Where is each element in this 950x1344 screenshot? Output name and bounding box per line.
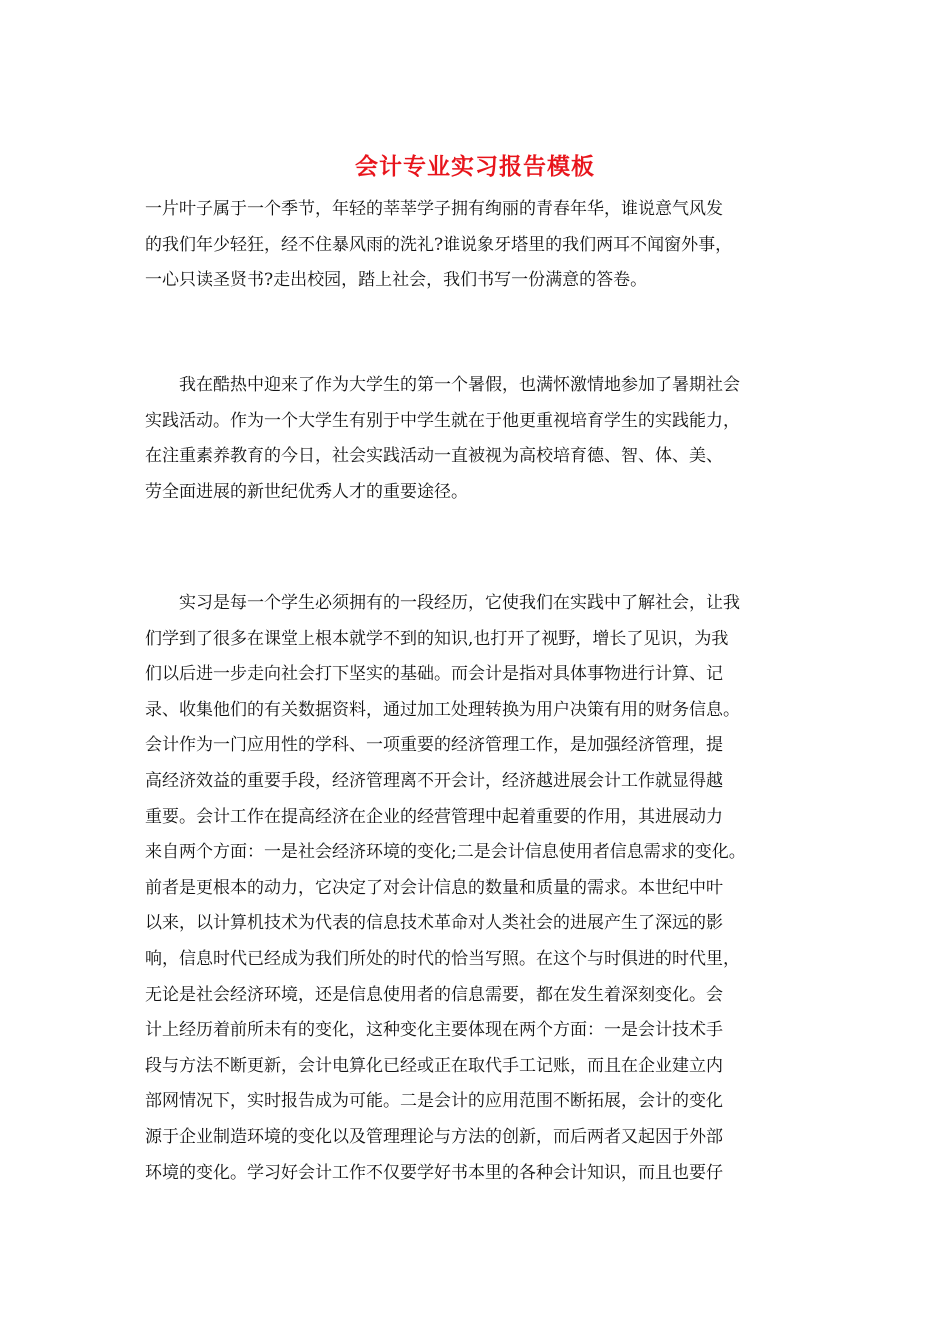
paragraph-line: 们学到了很多在课堂上根本就学不到的知识,也打开了视野，增长了见识，为我 (145, 628, 729, 649)
paragraph-line: 部网情况下，实时报告成为可能。二是会计的应用范围不断拓展，会计的变化 (145, 1091, 723, 1112)
paragraph-line: 段与方法不断更新，会计电算化已经或正在取代手工记账，而且在企业建立内 (145, 1055, 723, 1076)
paragraph-line: 环境的变化。学习好会计工作不仅要学好书本里的各种会计知识，而且也要仔 (145, 1162, 723, 1183)
paragraph-line: 录、收集他们的有关数据资料，通过加工处理转换为用户决策有用的财务信息。 (145, 699, 740, 720)
paragraph-line: 会计作为一门应用性的学科、一项重要的经济管理工作，是加强经济管理，提 (145, 735, 723, 756)
paragraph-line: 一心只读圣贤书?走出校园，踏上社会，我们书写一份满意的答卷。 (145, 270, 648, 291)
paragraph-intro (145, 192, 825, 299)
paragraph-line: 重要。会计工作在提高经济在企业的经营管理中起着重要的作用，其进展动力 (145, 806, 723, 827)
paragraph-line: 一片叶子属于一个季节，年轻的莘莘学子拥有绚丽的青春年华，谁说意气风发 (145, 199, 723, 219)
document-title: 会计专业实习报告模板 (355, 154, 595, 180)
paragraph-summer-practice (145, 368, 825, 510)
paragraph-line: 实习是每一个学生必须拥有的一段经历，它使我们在实践中了解社会，让我 (179, 593, 740, 613)
paragraph-line: 无论是社会经济环境，还是信息使用者的信息需要，都在发生着深刻变化。会 (145, 984, 723, 1005)
paragraph-line: 在注重素养教育的今日，社会实践活动一直被视为高校培育德、智、体、美、 (145, 446, 723, 467)
paragraph-internship (145, 586, 825, 1191)
paragraph-line: 以来，以计算机技术为代表的信息技术革命对人类社会的进展产生了深远的影 (145, 913, 723, 934)
paragraph-line: 们以后进一步走向社会打下坚实的基础。而会计是指对具体事物进行计算、记 (145, 664, 723, 685)
paragraph-line: 源于企业制造环境的变化以及管理理论与方法的创新，而后两者又起因于外部 (145, 1126, 723, 1147)
paragraph-line: 来自两个方面：一是社会经济环境的变化;二是会计信息使用者信息需求的变化。 (145, 842, 746, 863)
paragraph-line: 高经济效益的重要手段，经济管理离不开会计，经济越进展会计工作就显得越 (145, 770, 723, 791)
paragraph-line: 前者是更根本的动力，它决定了对会计信息的数量和质量的需求。本世纪中叶 (145, 877, 723, 898)
paragraph-line: 我在酷热中迎来了作为大学生的第一个暑假，也满怀激情地参加了暑期社会 (179, 375, 740, 395)
paragraph-line: 响，信息时代已经成为我们所处的时代的恰当写照。在这个与时俱进的时代里， (145, 948, 740, 969)
paragraph-line: 实践活动。作为一个大学生有别于中学生就在于他更重视培育学生的实践能力， (145, 410, 740, 431)
paragraph-line: 劳全面进展的新世纪优秀人才的重要途径。 (145, 481, 468, 502)
paragraph-line: 的我们年少轻狂，经不住暴风雨的洗礼?谁说象牙塔里的我们两耳不闻窗外事， (145, 234, 733, 255)
paragraph-line: 计上经历着前所未有的变化，这种变化主要体现在两个方面：一是会计技术手 (145, 1020, 723, 1041)
